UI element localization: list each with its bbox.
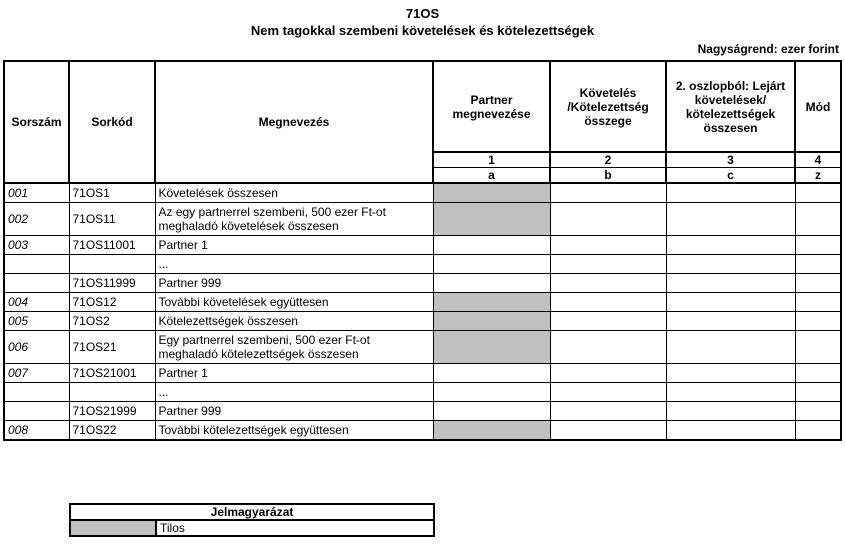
input-cell[interactable] xyxy=(550,402,666,421)
row-number: 003 xyxy=(4,236,69,255)
row-code: 71OS12 xyxy=(69,293,155,312)
input-cell[interactable] xyxy=(550,331,666,364)
col-number: 4 xyxy=(795,152,841,168)
input-cell[interactable] xyxy=(795,402,841,421)
input-cell[interactable] xyxy=(666,236,795,255)
col-letter: b xyxy=(550,168,666,184)
row-name: További kötelezettségek együttesen xyxy=(155,421,433,441)
row-number: 002 xyxy=(4,203,69,236)
input-cell[interactable] xyxy=(433,255,550,274)
row-name: ... xyxy=(155,255,433,274)
input-cell[interactable] xyxy=(666,383,795,402)
table-row xyxy=(4,331,841,364)
row-name: Követelések összesen xyxy=(155,183,433,203)
input-cell[interactable] xyxy=(666,293,795,312)
legend-title: Jelmagyarázat xyxy=(70,504,434,520)
legend-label: Tilos xyxy=(156,520,434,536)
table-row xyxy=(4,274,841,293)
forbidden-cell xyxy=(433,203,550,236)
forbidden-cell xyxy=(433,293,550,312)
row-name: Partner 999 xyxy=(155,402,433,421)
header-koveteles: Követelés /Kötelezettség összege xyxy=(550,61,666,152)
table-row xyxy=(4,255,841,274)
table-row xyxy=(4,312,841,331)
forbidden-cell xyxy=(433,183,550,203)
row-number: 006 xyxy=(4,331,69,364)
row-name: Partner 1 xyxy=(155,236,433,255)
input-cell[interactable] xyxy=(433,364,550,383)
row-code: 71OS22 xyxy=(69,421,155,441)
row-name: Kötelezettségek összesen xyxy=(155,312,433,331)
header-sorszam: Sorszám xyxy=(4,61,69,183)
input-cell[interactable] xyxy=(550,421,666,441)
forbidden-cell xyxy=(433,312,550,331)
row-name: ... xyxy=(155,383,433,402)
input-cell[interactable] xyxy=(666,255,795,274)
col-letter: c xyxy=(666,168,795,184)
header-partner: Partner megnevezése xyxy=(433,61,550,152)
row-number xyxy=(4,274,69,293)
data-table xyxy=(3,60,842,441)
row-name: Egy partnerrel szembeni, 500 ezer Ft-ot meghaladó kötelezettségek összesen xyxy=(155,331,433,364)
header-sorkod: Sorkód xyxy=(69,61,155,183)
input-cell[interactable] xyxy=(795,364,841,383)
input-cell[interactable] xyxy=(666,364,795,383)
table-row xyxy=(4,203,841,236)
input-cell[interactable] xyxy=(550,312,666,331)
header-mod: Mód xyxy=(795,61,841,152)
input-cell[interactable] xyxy=(795,293,841,312)
legend xyxy=(69,503,435,537)
row-number: 005 xyxy=(4,312,69,331)
row-code: 71OS2 xyxy=(69,312,155,331)
row-code: 71OS11001 xyxy=(69,236,155,255)
col-letter: a xyxy=(433,168,550,184)
forbidden-cell xyxy=(433,331,550,364)
row-name: Az egy partnerrel szembeni, 500 ezer Ft-ot meghaladó követelések összesen xyxy=(155,203,433,236)
input-cell[interactable] xyxy=(795,203,841,236)
input-cell[interactable] xyxy=(550,274,666,293)
row-code: 71OS11999 xyxy=(69,274,155,293)
input-cell[interactable] xyxy=(550,293,666,312)
row-number: 004 xyxy=(4,293,69,312)
col-number: 1 xyxy=(433,152,550,168)
table-row xyxy=(4,293,841,312)
table-row xyxy=(4,236,841,255)
row-name: Partner 999 xyxy=(155,274,433,293)
input-cell[interactable] xyxy=(795,274,841,293)
table-row xyxy=(4,383,841,402)
row-code: 71OS1 xyxy=(69,183,155,203)
input-cell[interactable] xyxy=(433,274,550,293)
input-cell[interactable] xyxy=(550,255,666,274)
header-megnevezes: Megnevezés xyxy=(155,61,433,183)
row-code xyxy=(69,383,155,402)
row-number: 008 xyxy=(4,421,69,441)
input-cell[interactable] xyxy=(666,183,795,203)
input-cell[interactable] xyxy=(795,383,841,402)
legend-swatch xyxy=(70,520,156,536)
row-number xyxy=(4,402,69,421)
form-title: Nem tagokkal szembeni követelések és kötelezettségek xyxy=(250,23,595,38)
table-row xyxy=(4,421,841,441)
input-cell[interactable] xyxy=(666,421,795,441)
row-code: 71OS11 xyxy=(69,203,155,236)
input-cell[interactable] xyxy=(795,331,841,364)
input-cell[interactable] xyxy=(433,383,550,402)
row-number: 007 xyxy=(4,364,69,383)
input-cell[interactable] xyxy=(795,236,841,255)
col-letter: z xyxy=(795,168,841,184)
row-code: 71OS21001 xyxy=(69,364,155,383)
input-cell[interactable] xyxy=(795,421,841,441)
input-cell[interactable] xyxy=(433,236,550,255)
table-row xyxy=(4,183,841,203)
row-code xyxy=(69,255,155,274)
input-cell[interactable] xyxy=(795,183,841,203)
input-cell[interactable] xyxy=(666,312,795,331)
forbidden-cell xyxy=(433,421,550,441)
input-cell[interactable] xyxy=(550,203,666,236)
input-cell[interactable] xyxy=(550,236,666,255)
input-cell[interactable] xyxy=(550,183,666,203)
row-number xyxy=(4,255,69,274)
row-number: 001 xyxy=(4,183,69,203)
input-cell[interactable] xyxy=(550,364,666,383)
form-code: 71OS xyxy=(405,6,440,21)
col-number: 3 xyxy=(666,152,795,168)
input-cell[interactable] xyxy=(795,312,841,331)
input-cell[interactable] xyxy=(666,402,795,421)
row-name: Partner 1 xyxy=(155,364,433,383)
input-cell[interactable] xyxy=(550,383,666,402)
row-code: 71OS21999 xyxy=(69,402,155,421)
input-cell[interactable] xyxy=(666,274,795,293)
row-number xyxy=(4,383,69,402)
row-name: További követelések együttesen xyxy=(155,293,433,312)
unit-label: Nagyságrend: ezer forint xyxy=(697,42,839,56)
input-cell[interactable] xyxy=(433,402,550,421)
input-cell[interactable] xyxy=(666,331,795,364)
col-number: 2 xyxy=(550,152,666,168)
header-lejart: 2. oszlopból: Lejárt követelések/ kötelezettségek összesen xyxy=(666,61,795,152)
row-code: 71OS21 xyxy=(69,331,155,364)
table-row xyxy=(4,364,841,383)
input-cell[interactable] xyxy=(666,203,795,236)
input-cell[interactable] xyxy=(795,255,841,274)
table-row xyxy=(4,402,841,421)
